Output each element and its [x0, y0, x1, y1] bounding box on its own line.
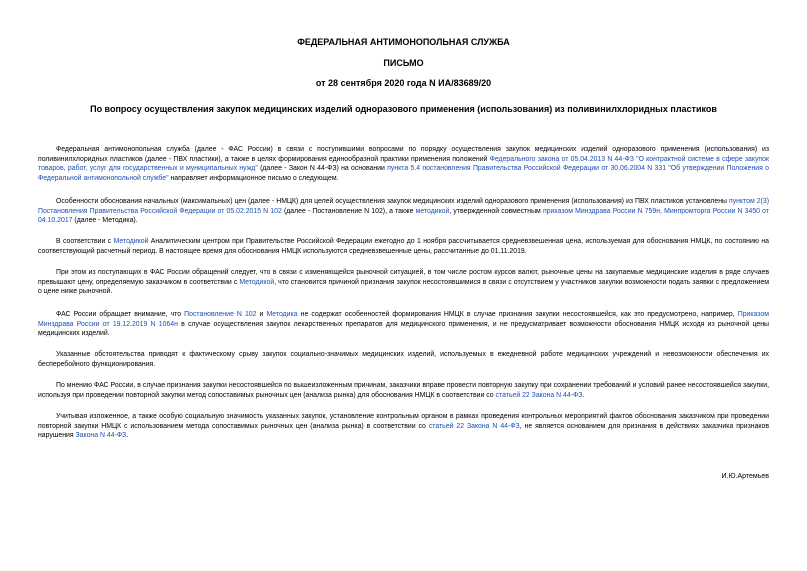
document-type: ПИСЬМО [383, 58, 424, 68]
paragraph-3 [38, 237, 769, 256]
paragraph-text: (далее - Закон N 44-ФЗ) на основании [257, 165, 388, 173]
agency-title: ФЕДЕРАЛЬНАЯ АНТИМОНОПОЛЬНАЯ СЛУЖБА [297, 37, 510, 47]
link-article-22[interactable]: статьей 22 Закона N 44-ФЗ [495, 391, 583, 399]
paragraph-text: Учитывая изложенное, а также особую социальную значимость указанных закупок, установление контрольным органом в рамках проведения контрольных мероприятий фактов обоснования заказчиком при проведении повторной закупки НМЦК с использованием метода сопоставимых рыночных цен (анализа рынка) в соответствии со [38, 413, 769, 430]
paragraph-text: (далее - Постановление N 102), а также [281, 207, 416, 215]
paragraph-text: Особенности обоснования начальных (максимальных) цен (далее - НМЦК) для целей осуществления закупок медицинских изделий одноразового применения (использования) из ПВХ пластиков установлены [56, 198, 729, 205]
paragraph-text: В соответствии с [56, 238, 114, 245]
document-date-number: от 28 сентября 2020 года N ИА/83689/20 [315, 78, 492, 88]
link-methodology[interactable]: Методикой [113, 238, 149, 245]
paragraph-7 [38, 381, 769, 400]
link-order-1064n[interactable]: Приказом Минздрава России от 19.12.2019 N 1064н [38, 311, 769, 328]
link-order-759n[interactable]: приказом Минздрава России N 759н, Минпромторга России N 3450 от 04.10.2017 [38, 207, 769, 225]
signature: И.Ю.Артемьев [721, 473, 769, 480]
paragraph-1 [38, 145, 769, 183]
link-resolution-102[interactable]: пунктом 2(3) Постановления Правительства Российской Федерации от 05.02.2015 N 102 [38, 198, 769, 215]
paragraph-text: направляет информационное письмо о следующем. [168, 174, 339, 182]
paragraph-text: По мнению ФАС России, в случае признания закупки несостоявшейся по вышеизложенным причинам, заказчики вправе провести повторную закупку при сохранении требований и условий ранее несостоявшейся закупки, используя при проведении повторной закупки метод сопоставимых рыночных цен (анализа рынка) для обоснования НМЦК в соответствии со [38, 382, 769, 399]
paragraph-text: (далее - Методика). [72, 217, 138, 225]
paragraph-text: в случае осуществления закупок лекарственных препаратов для медицинского применения, и не предусматривает возможности обоснования НМЦК исходя из рыночной цены медицинских изделий. [38, 320, 769, 338]
paragraph-2 [38, 197, 769, 226]
paragraph-text: , что становится причиной признания закупок несостоявшимися в связи с отсутствием у участников закупки возможности подать заявки с предложением о цене ниже рыночной. [38, 278, 769, 296]
link-methodology[interactable]: Методика [266, 311, 298, 318]
paragraph-text: , не является основанием для признания в действиях заказчика признаков нарушения [38, 422, 769, 440]
paragraph-text: . [582, 391, 585, 399]
paragraph-text: ФАС России обращает внимание, что [56, 311, 185, 318]
paragraph-4 [38, 268, 769, 297]
link-methodology[interactable]: методикой [415, 207, 450, 215]
paragraph-8 [38, 412, 769, 441]
paragraph-text: Федеральная антимонопольная служба (далее - ФАС России) в связи с поступившими вопросами по порядку осуществления закупок медицинских изделий одноразового применения (использования) из поливинилхлоридных пластиков (далее - ПВХ пластики), а также в целях формирования единообразной практики применения положений [38, 146, 769, 163]
link-law-44fz[interactable]: Закона N 44-ФЗ [75, 432, 127, 440]
paragraph-text: и [256, 311, 267, 318]
paragraph-text: , утвержденной совместным [449, 207, 543, 215]
link-resolution-102[interactable]: Постановление N 102 [184, 311, 257, 318]
paragraph-text: Указанные обстоятельства приводят к фактическому срыву закупок социально-значимых медицинских изделий, используемых в ежедневной работе медицинских учреждений и невозможности обеспечения их бесперебойного функционирования. [38, 351, 769, 368]
link-article-22[interactable]: статьей 22 Закона N 44-ФЗ [428, 422, 520, 430]
link-methodology[interactable]: Методикой [239, 278, 275, 286]
document-subject: По вопросу осуществления закупок медицинских изделий одноразового применения (использования) из поливинилхлоридных пластиков [90, 104, 717, 114]
paragraph-text: Аналитическим центром при Правительстве Российской Федерации ежегодно до 1 ноября рассчитывается средневзвешенная цена, используемая для обоснования НМЦК, по состоянию на соответствующий расчетный период. В настоящее время для обоснования НМЦК используются средневзвешенные цены, рассчитанные до 01.11.2019. [38, 238, 769, 255]
paragraph-text: не содержат особенностей формирования НМЦК в случае признания закупки несостоявшейся, как это предусмотрено, например, [297, 311, 738, 318]
paragraph-6 [38, 350, 769, 369]
paragraph-text: При этом из поступающих в ФАС России обращений следует, что в связи с изменяющейся рыночной ситуацией, в том числе ростом курсов валют, рыночные цены на закупаемые медицинские изделия в ряде случаев превышают цену, определяемую заказчиком в соответствии с [38, 269, 769, 286]
paragraph-text: . [126, 432, 129, 440]
link-federal-law-44fz[interactable]: Федерального закона от 05.04.2013 N 44-ФЗ "О контрактной системе в сфере закупок товаров, работ, услуг для государственных и муниципальных нужд" [38, 155, 769, 173]
link-regulation-331[interactable]: пункта 5.4 постановления Правительства Российской Федерации от 30.06.2004 N 331 "Об утверждении Положения о Федеральной антимонопольной службе" [38, 165, 769, 182]
paragraph-5 [38, 310, 769, 339]
